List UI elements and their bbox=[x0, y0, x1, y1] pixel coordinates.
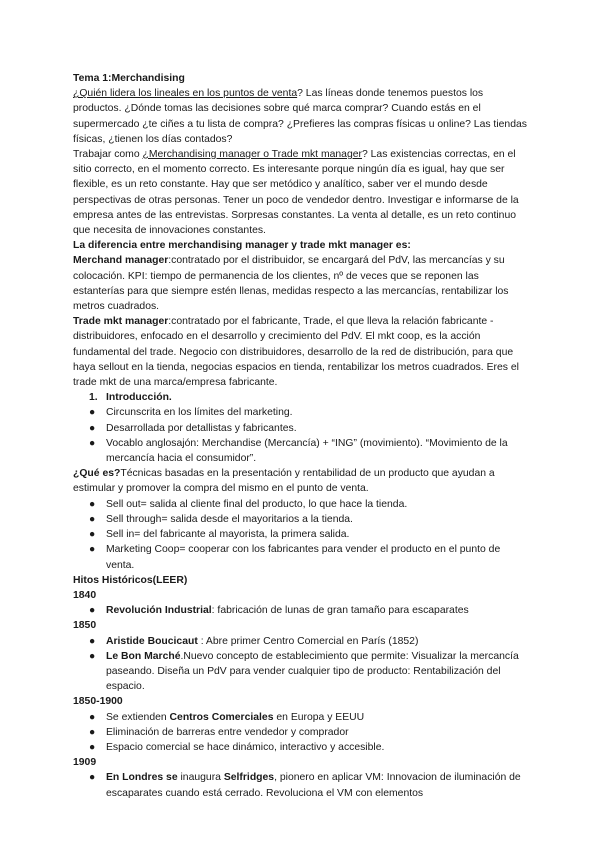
bullet-icon: ● bbox=[89, 513, 96, 525]
que-es-paragraph: ¿Qué es?Técnicas basadas en la presentación y rentabilidad de un producto que ayudan a estimular y promover la compra del mismo en el punto de venta. bbox=[73, 468, 495, 495]
list-item: ● Marketing Coop= cooperar con los fabricantes para vender el producto en el punto de venta. bbox=[89, 544, 501, 571]
list-item: ● Sell through= salida desde el mayoritarios a la tienda. bbox=[73, 512, 528, 527]
bullet-icon: ● bbox=[89, 726, 96, 738]
list-item: ● Se extienden Centros Comerciales en Europa y EEUU bbox=[73, 710, 528, 725]
document-content bbox=[73, 71, 528, 801]
hitos-1850-1900-list bbox=[73, 710, 528, 756]
list-item: ● Vocablo anglosajón: Merchandise (Mercancía) + “ING” (movimiento). “Movimiento de la mercancía hacia el consumidor”. bbox=[89, 437, 508, 465]
list-item: ● Aristide Boucicaut : Abre primer Centro Comercial en París (1852) bbox=[73, 634, 528, 649]
list-item: ● Sell out= salida al cliente final del producto, lo que hace la tienda. bbox=[73, 497, 528, 512]
hitos-1909-list bbox=[73, 770, 528, 800]
merchand-paragraph: Merchand manager:contratado por el distribuidor, se encargará del PdV, las mercancías y su colocación. KPI: tiempo de permanencia de los clientes, nº de veces que se reponen las estanterías para que siempre estén llenas, medidas respecto a las mercancías, rentabilizar los metros cuadrados. bbox=[73, 255, 509, 313]
year-1909: 1909 bbox=[73, 757, 97, 769]
hitos-1850-list bbox=[73, 634, 528, 695]
diferencia-heading: La diferencia entre merchandising manager y trade mkt manager es: bbox=[73, 240, 411, 252]
bullet-icon: ● bbox=[89, 529, 96, 541]
hitos-heading: Hitos Históricos(LEER) bbox=[73, 574, 188, 586]
intro-paragraph: ¿Quién lidera los lineales en los puntos de venta? Las líneas donde tenemos puestos los productos. ¿Dónde tomas las decisiones sobre qué marca comprar? Cuando estás en el supermercado ¿te ciñes a tu lista de compra? ¿Prefieres las compras físicas u online? Las tiendas físicas, ¿tienen los días contados? bbox=[73, 88, 527, 145]
list-item: ● Circunscrita en los límites del marketing. bbox=[73, 405, 528, 420]
bullet-icon: ● bbox=[89, 772, 96, 784]
bullet-icon: ● bbox=[89, 635, 96, 647]
list-item: ● Revolución Industrial: fabricación de lunas de gran tamaño para escaparates bbox=[73, 603, 528, 618]
trade-paragraph: Trade mkt manager:contratado por el fabricante, Trade, el que lleva la relación fabricante - distribuidores, enfocado en el desarrollo y crecimiento del PdV. El mkt coop, es la acción fundamental del trade. Negocio con distribuidores, desarrollo de la red de distribución, para que haya sellout en la tienda, negocias espacios en tienda, rentabilizar los metros cuadrados. Eres el trade mkt de una marca/empresa fabricante. bbox=[73, 316, 519, 389]
que-es-bullet-list bbox=[73, 497, 528, 573]
document-title: Tema 1:Merchandising bbox=[73, 73, 185, 84]
bullet-icon: ● bbox=[89, 544, 96, 556]
bullet-icon: ● bbox=[89, 422, 96, 434]
bullet-icon: ● bbox=[89, 498, 96, 510]
bullet-icon: ● bbox=[89, 711, 96, 723]
year-1850-1900: 1850-1900 bbox=[73, 696, 123, 708]
list-item: ● Sell in= del fabricante al mayorista, la primera salida. bbox=[73, 527, 528, 542]
year-1850: 1850 bbox=[73, 620, 97, 632]
list-item: ● Le Bon Marché.Nuevo concepto de establecimiento que permite: Visualizar la mercancía paseando. Diseña un PdV para vender cualquier tipo de producto: Rentabilización del espacio. bbox=[89, 650, 519, 693]
bullet-icon: ● bbox=[89, 650, 96, 662]
list-item: ● Eliminación de barreras entre vendedor y comprador bbox=[73, 725, 528, 740]
trabajo-paragraph: Trabajar como ¿Merchandising manager o Trade mkt manager? Las existencias correctas, en el sitio correcto, en el momento correcto. Es interesante porque ningún día es igual, hay que ser flexible, es un reto constante. Hay que ser metódico y analítico, saber ver el mundo desde perspectivas de otras personas. Tener un poco de vendedor dentro. Investigar e informarse de la empresa antes de las entrevistas. Sorpresas constantes. La venta al detalle, es un reto continuo que necesita de innovaciones constantes. bbox=[73, 149, 519, 237]
bullet-icon: ● bbox=[89, 741, 96, 753]
bullet-icon: ● bbox=[89, 605, 96, 617]
intro-bullet-list bbox=[73, 405, 528, 466]
section-heading-introduccion: 1. Introducción. bbox=[89, 392, 172, 404]
list-item: ● En Londres se inaugura Selfridges, pionero en aplicar VM: Innovacion de iluminación de escaparates cuando está cerrado. Revoluciona el VM con elementos bbox=[89, 772, 521, 799]
bullet-icon: ● bbox=[89, 407, 96, 419]
trabajo-link[interactable]: ¿Merchandising manager o Trade mkt manager bbox=[142, 149, 362, 161]
bullet-icon: ● bbox=[89, 437, 96, 449]
year-1840: 1840 bbox=[73, 589, 97, 601]
list-item: ● Espacio comercial se hace dinámico, interactivo y accesible. bbox=[73, 740, 528, 755]
list-item: ● Desarrollada por detallistas y fabricantes. bbox=[73, 421, 528, 436]
hitos-1840-list bbox=[73, 603, 528, 618]
intro-link[interactable]: ¿Quién lidera los lineales en los puntos de venta bbox=[73, 88, 298, 100]
